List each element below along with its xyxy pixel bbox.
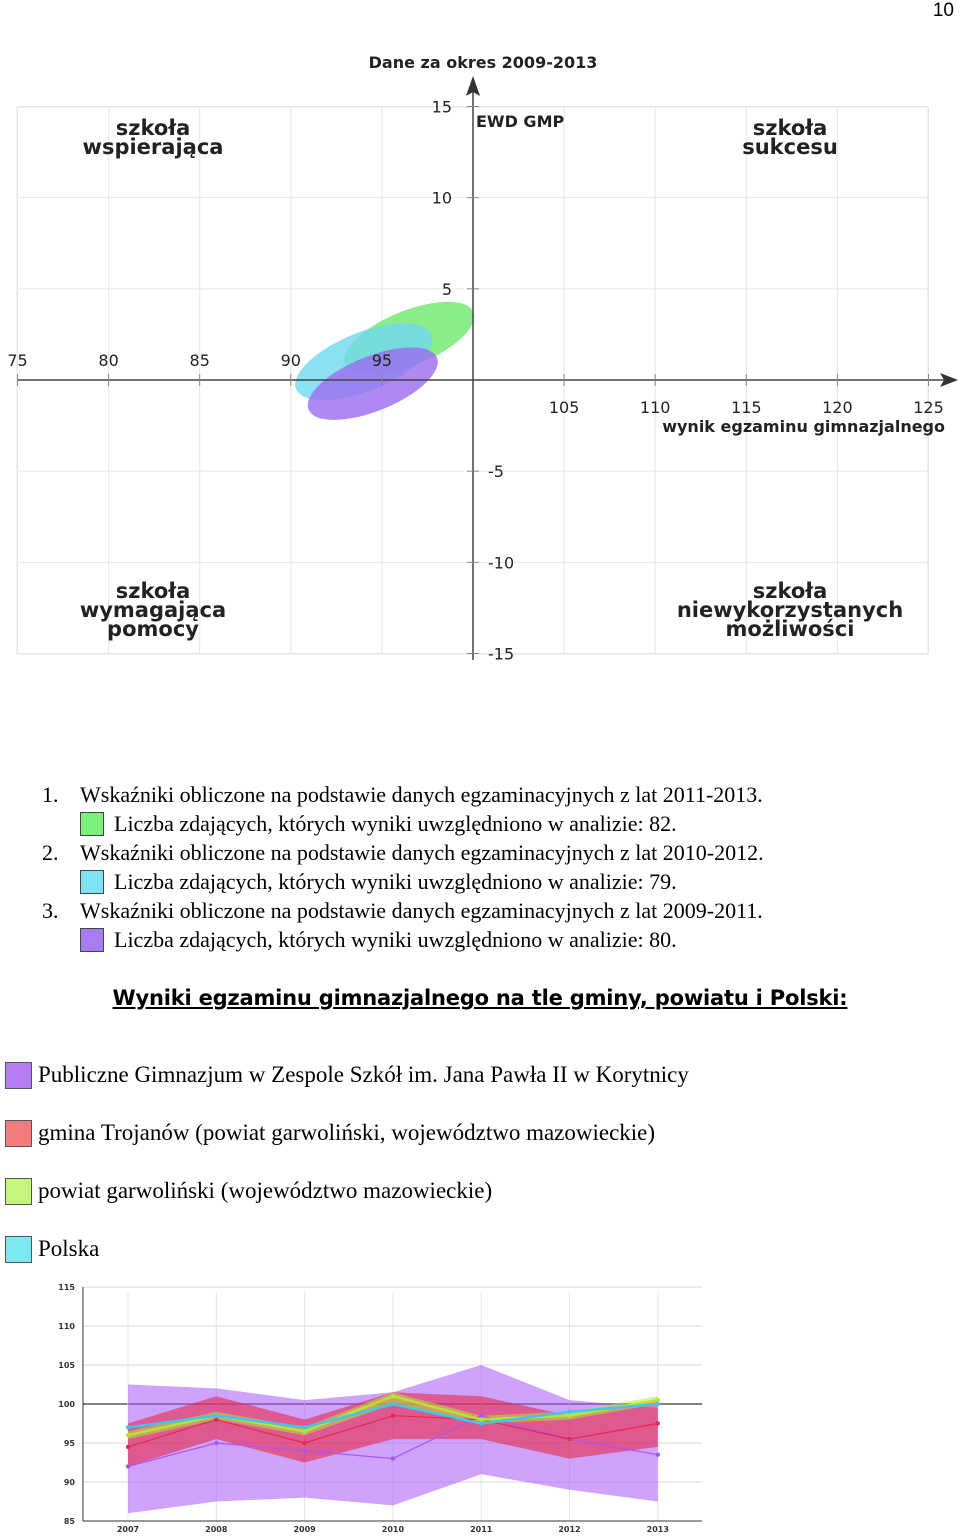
series-point-1 [302, 1441, 306, 1445]
legend-label: gmina Trojanów (powiat garwoliński, województwo mazowieckie) [38, 1120, 656, 1145]
x-tick-label: 2007 [116, 1525, 140, 1534]
series-point-3 [391, 1402, 395, 1406]
ewd-quadrant-chart [0, 40, 960, 680]
note-count-text: Liczba zdających, których wyniki uwzględniono w analizie: 82. [114, 811, 677, 836]
series-point-0 [656, 1453, 660, 1457]
note-item-3 [42, 896, 764, 954]
legend-label: powiat garwoliński (województwo mazowieckie) [38, 1178, 493, 1203]
quadrant-label-bottom-right: szkoła [752, 579, 828, 603]
x-tick-label: 2011 [470, 1525, 493, 1534]
series-point-1 [567, 1437, 571, 1441]
y-tick-label: -10 [488, 553, 515, 573]
quadrant-label-bottom-left: pomocy [107, 617, 199, 641]
legend-item-powiat [5, 1162, 689, 1220]
series-point-2 [479, 1417, 483, 1421]
quadrant-chart-title: Dane za okres 2009-2013 [368, 53, 598, 72]
note-number: 1. [42, 782, 59, 807]
notes-list [42, 780, 764, 954]
y-tick-label: 85 [63, 1517, 75, 1526]
note-count-text: Liczba zdających, których wyniki uwzględniono w analizie: 79. [114, 869, 677, 894]
x-tick-label: 2008 [205, 1525, 228, 1534]
note-number: 2. [42, 840, 59, 865]
series-point-1 [214, 1417, 218, 1421]
note-text: Wskaźniki obliczone na podstawie danych egzaminacyjnych z lat 2011-2013. [80, 782, 763, 807]
series-point-2 [302, 1429, 306, 1433]
x-tick-label: 90 [280, 351, 301, 370]
series-point-1 [656, 1421, 660, 1425]
x-tick-label: 125 [913, 398, 944, 417]
x-tick-label: 110 [639, 398, 671, 417]
x-tick-label: 2013 [646, 1525, 669, 1534]
series-point-1 [391, 1414, 395, 1418]
note-item-1 [42, 780, 764, 838]
x-tick-label: 2009 [293, 1525, 316, 1534]
x-tick-label: 2010 [381, 1525, 405, 1534]
y-tick-label: 90 [63, 1478, 75, 1487]
x-tick-label: 80 [98, 351, 119, 370]
results-line-chart [0, 1275, 720, 1536]
quadrant-axes [7, 76, 958, 664]
x-tick-label: 2012 [558, 1525, 581, 1534]
series-point-3 [567, 1410, 571, 1414]
series-point-1 [126, 1445, 130, 1449]
series-point-3 [656, 1402, 660, 1406]
x-tick-label: 120 [822, 398, 853, 417]
note-count-text: Liczba zdających, których wyniki uwzględniono w analizie: 80. [114, 927, 677, 952]
x-tick-label: 85 [189, 351, 210, 370]
y-tick-label: 15 [431, 97, 452, 117]
note-color-swatch [80, 928, 104, 952]
note-item-2 [42, 838, 764, 896]
series-point-0 [479, 1414, 483, 1418]
quadrant-label-top-left: szkoła [115, 116, 191, 140]
y-tick-label: 115 [58, 1283, 75, 1292]
y-tick-label: -15 [488, 644, 515, 664]
y-tick-label: -5 [488, 462, 504, 482]
quadrant-label-bottom-left: wymagająca [79, 598, 227, 622]
note-text: Wskaźniki obliczone na podstawie danych egzaminacyjnych z lat 2009-2011. [80, 898, 763, 923]
series-point-0 [214, 1441, 218, 1445]
series-point-2 [567, 1414, 571, 1418]
y-tick-label: 100 [58, 1400, 75, 1409]
x-tick-label: 75 [7, 351, 28, 370]
x-axis-label: wynik egzaminu gimnazjalnego [662, 417, 945, 436]
legend-label: Publiczne Gimnazjum w Zespole Szkół im. Jana Pawła II w Korytnicy [38, 1062, 689, 1087]
y-tick-label: 110 [58, 1322, 75, 1331]
legend-item-gmina [5, 1104, 689, 1162]
quadrant-label-top-left: wspierająca [82, 135, 224, 159]
note-color-swatch [80, 870, 104, 894]
page-number: 10 [932, 0, 954, 21]
note-color-swatch [80, 812, 104, 836]
section-heading: Wyniki egzaminu gimnazjalnego na tle gminy, powiatu i Polski: [112, 986, 848, 1010]
series-point-0 [391, 1456, 395, 1460]
y-axis-label: EWD GMP [476, 112, 565, 131]
x-tick-label: 95 [371, 351, 393, 370]
legend-swatch [5, 1236, 32, 1263]
series-point-0 [302, 1449, 306, 1453]
series-point-0 [126, 1464, 130, 1468]
series-point-2 [656, 1398, 660, 1402]
legend-swatch [5, 1178, 32, 1205]
series-point-3 [214, 1414, 218, 1418]
y-tick-label: 10 [431, 188, 452, 208]
legend-swatch [5, 1062, 32, 1089]
quadrant-label-bottom-left: szkoła [115, 579, 191, 603]
legend-swatch [5, 1120, 32, 1147]
y-tick-label: 105 [58, 1361, 75, 1370]
legend-item-polska [5, 1220, 689, 1278]
quadrant-label-bottom-right: niewykorzystanych [676, 598, 904, 622]
y-tick-label: 95 [63, 1439, 75, 1448]
series-point-2 [126, 1433, 130, 1437]
series-point-3 [302, 1425, 306, 1429]
quadrant-label-top-right: szkoła [752, 116, 828, 140]
quadrant-label-bottom-right: możliwości [725, 617, 855, 641]
x-tick-label: 105 [548, 398, 580, 417]
legend-label: Polska [38, 1236, 100, 1261]
y-tick-label: 5 [441, 279, 452, 299]
note-text: Wskaźniki obliczone na podstawie danych egzaminacyjnych z lat 2010-2012. [80, 840, 764, 865]
quadrant-label-top-right: sukcesu [742, 135, 838, 159]
note-number: 3. [42, 898, 59, 923]
legend [5, 1046, 689, 1278]
legend-item-school [5, 1046, 689, 1104]
series-point-3 [126, 1425, 130, 1429]
series-point-3 [479, 1421, 483, 1425]
series-point-2 [391, 1394, 395, 1398]
x-tick-label: 115 [731, 398, 762, 417]
